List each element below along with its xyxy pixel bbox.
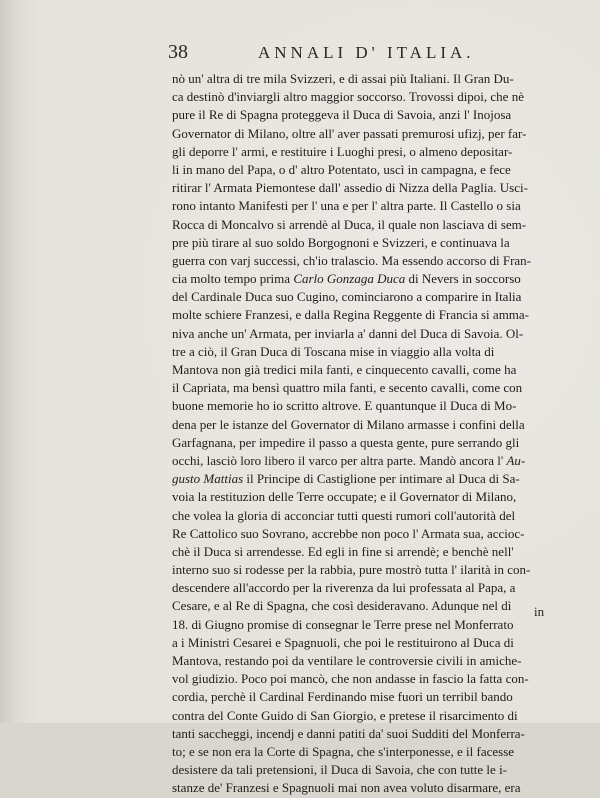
body-text	[172, 70, 554, 798]
text-line: Garfagnana, per impedire il passo a questa gente, pure serrando gli	[172, 434, 520, 450]
text-line: stanze de' Franzesi e Spagnuoli mai non avea voluto disarmare, era	[172, 780, 521, 796]
italic-phrase: Carlo Gonzaga Duca	[293, 271, 406, 287]
text-line: guerra con varj successi, ch'io tralascio. Ma essendo accorso di Fran-	[172, 252, 531, 268]
text-line: Governator di Milano, oltre all' aver passati premurosi ufizj, per far-	[172, 125, 527, 141]
text-line: pure il Re di Spagna proteggeva il Duca di Savoia, anzi l' Inojosa	[172, 107, 512, 123]
text-line: Mantova non già tredici mila fanti, e cinquecento cavalli, come ha	[172, 362, 517, 377]
text-line: gusto Mattias il Principe di Castiglione per intimare al Duca di Sa-	[172, 471, 520, 487]
text-line: tanti saccheggi, incendj e danni patiti da' suoi Sudditi del Monferra-	[172, 725, 525, 741]
text-line: Re Cattolico suo Sovrano, accrebbe non poco l' Armata sua, accioc-	[172, 525, 525, 541]
text-line: 18. di Giugno promise di consegnar le Terre prese nel Monferrato	[172, 616, 514, 632]
italic-phrase: gusto Mattias	[172, 471, 244, 487]
text-line: dena per le istanze del Governator di Milano armasse i confini della	[172, 416, 525, 432]
text-line: gli deporre l' armi, e restituire i Luoghi presi, o almeno depositar-	[172, 143, 513, 159]
text-line: a i Ministri Cesarei e Spagnuoli, che poi le restituirono al Duca di	[172, 634, 514, 650]
text-line: tre a ciò, il Gran Duca di Toscana mise in viaggio alla volta di	[172, 343, 495, 359]
text-line: cordia, perchè il Cardinal Ferdinando mise fuori un terribil bando	[172, 689, 513, 705]
text-line: to; e se non era la Corte di Spagna, che s'interponesse, e il facesse	[172, 743, 515, 759]
text-line: rono intanto Manifesti per l' una e per l' altra parte. Il Castello o sia	[172, 198, 521, 214]
text-line: niva anche un' Armata, per inviarla a' danni del Duca di Savoia. Ol-	[172, 325, 524, 341]
text-line: desistere da tali pretensioni, il Duca di Savoia, che con tutte le i-	[172, 762, 508, 778]
text-line: contra del Conte Guido di San Giorgio, e pretese il risarcimento di	[172, 707, 518, 723]
text-line: Rocca di Moncalvo si arrendè al Duca, il quale non lasciava di sem-	[172, 216, 527, 232]
text-line: pre più tirare al suo soldo Borgognoni e Svizzeri, e continuava la	[172, 234, 510, 250]
text-line: chè il Duca si arrendesse. Ed egli in fine si arrendè; e benchè nell'	[172, 543, 514, 559]
text-line: occhi, lasciò loro libero il varco per altra parte. Mandò ancora l' Au-	[172, 452, 526, 468]
text-line: buone memorie ho io scritto altrove. E quantunque il Duca di Mo-	[172, 398, 517, 414]
text-line: ritirar l' Armata Piemontese dall' assedio di Nizza della Paglia. Usci-	[172, 180, 528, 196]
text-line: vol giudizio. Poco poi mancò, che non andasse in fascio la fatta con-	[172, 671, 529, 687]
text-line: cia molto tempo prima Carlo Gonzaga Duca di Nevers in soccorso	[172, 271, 521, 287]
text-line: descendere all'accordo per la riverenza da lui professata al Papa, a	[172, 580, 516, 596]
text-line: del Cardinale Duca suo Cugino, cominciarono a comparire in Italia	[172, 289, 522, 305]
text-line: molte schiere Franzesi, e dalla Regina Reggente di Francia si amma-	[172, 307, 530, 323]
text-line: che volea la gloria di acconciar tutti questi rumori coll'autorità del	[172, 507, 516, 523]
text-line: ca destinò d'inviargli altro maggior soccorso. Trovossi dipoi, che nè	[172, 89, 524, 105]
text-line: li in mano del Papa, o d' altro Potentato, uscì in campagna, e fece	[172, 161, 511, 177]
text-line: voia la restituzion delle Terre occupate; e il Governator di Milano,	[172, 489, 517, 505]
text-line: Cesare, e al Re di Spagna, che così desideravano. Adunque nel dì	[172, 598, 512, 614]
text-line: interno suo si rodesse per la rabbia, pure mostrò tutta l' ilarità in con-	[172, 562, 531, 578]
page-number: 38	[168, 41, 188, 63]
text-line: Mantova, restando poi da ventilare le controversie civili in amiche-	[172, 653, 522, 668]
running-title: ANNALI D' ITALIA.	[258, 43, 475, 62]
catchword: in	[534, 604, 545, 619]
text-line: il Capriata, ma bensì quattro mila fanti, e secento cavalli, come con	[172, 380, 523, 396]
page-header	[168, 40, 560, 68]
italic-phrase: Au-	[506, 452, 526, 468]
text-line: nò un' altra di tre mila Svizzeri, e di assai più Italiani. Il Gran Du-	[172, 71, 514, 86]
